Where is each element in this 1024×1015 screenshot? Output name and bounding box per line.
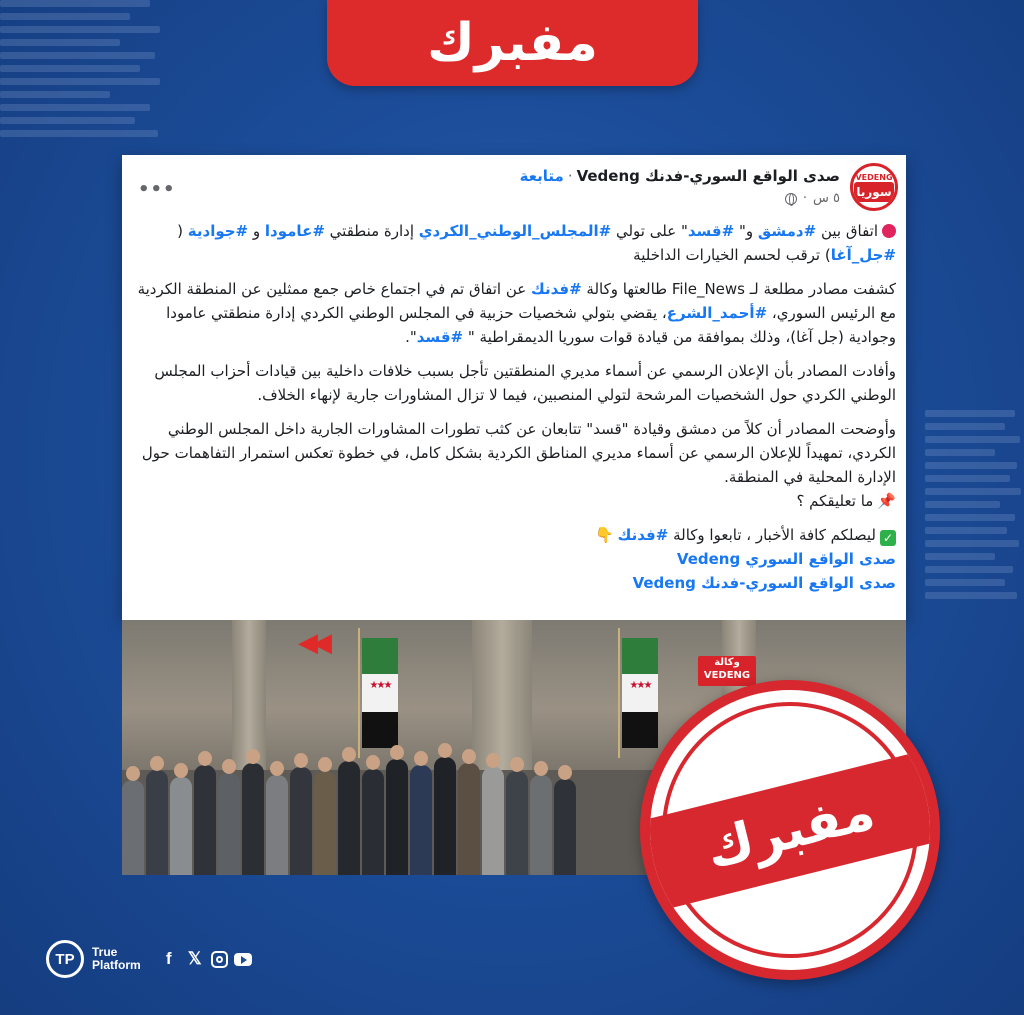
text-fragment: ) ترقب لحسم الخيارات الداخلية (633, 246, 831, 264)
true-platform-branding (46, 940, 252, 978)
page-link-2[interactable]: صدى الواقع السوري-فدنك Vedeng (632, 574, 896, 592)
syrian-flag-right: ★★★ (622, 638, 658, 748)
hashtag-amouda[interactable]: #عامودا (264, 222, 325, 240)
social-icons (159, 949, 252, 969)
hashtag-fadnak[interactable]: #فدنك (531, 280, 582, 298)
page-name-line (520, 167, 840, 185)
brand-name (92, 946, 141, 972)
x-icon[interactable]: 𝕏 (187, 949, 202, 968)
more-options-icon[interactable]: ••• (138, 179, 176, 200)
post-paragraph-2 (132, 277, 896, 349)
hashtag-damascus[interactable]: #دمشق (757, 222, 817, 240)
text-fragment: " على تولي (611, 222, 688, 240)
page-name[interactable]: صدى الواقع السوري-فدنك Vedeng (576, 167, 840, 185)
hashtag-jal-agha[interactable]: #جل_آغا (830, 246, 896, 264)
post-time[interactable]: ٥ س (813, 191, 840, 206)
avatar-main-text: سوريا (854, 182, 894, 202)
red-circle-icon (882, 224, 896, 238)
question-text: ما تعليقكم ؟ (796, 492, 874, 510)
facebook-post-card (122, 155, 906, 620)
follow-button[interactable]: متابعة (519, 167, 564, 185)
background-decoration-left (0, 0, 170, 143)
page-link-1[interactable]: صدى الواقع السوري Vedeng (676, 550, 896, 568)
background-decoration-right (925, 410, 1024, 605)
post-meta (785, 191, 840, 206)
instagram-icon[interactable] (211, 951, 228, 968)
text-fragment: عن اتفاق تم في اجتماع خاص جمع ممثلين عن المنطقة الكردية مع الرئيس السوري، (137, 280, 896, 322)
post-header (130, 163, 898, 213)
post-paragraph-3: وأفادت المصادر بأن الإعلان الرسمي عن أسماء مديري المنطقتين تأجل بسبب خلافات داخلية بين قيادات أحزاب المجلس الوطني الكردي حول الشخصيات المرشحة لتولي المنصبين، فيما لا تزال المشاورات جارية لإنهاء الخلاف. (154, 362, 896, 404)
hashtag-knc[interactable]: #المجلس_الوطني_الكردي (418, 222, 612, 240)
text-fragment: و (248, 222, 265, 240)
true-platform-logo: TP (46, 940, 84, 978)
check-mark-icon: ✓ (880, 530, 896, 546)
separator-dot: · (567, 167, 573, 185)
hall-pillar (472, 620, 532, 780)
avatar-top-text: VEDENG (855, 172, 893, 182)
post-question (132, 489, 896, 513)
logo-line-2: VEDENG (703, 670, 751, 681)
globe-icon (785, 193, 797, 205)
text-fragment: اتفاق بين (816, 222, 878, 240)
youtube-icon[interactable] (234, 953, 252, 966)
hashtag-ahmad-alsharaa[interactable]: #أحمد_الشرع (666, 304, 768, 322)
text-fragment: ليصلكم كافة الأخبار ، تابعوا وكالة (668, 526, 876, 544)
text-fragment: إدارة منطقتي (324, 222, 419, 240)
post-paragraph-1 (132, 219, 896, 267)
text-fragment: ( (177, 222, 188, 240)
syrian-flag-left: ★★★ (362, 638, 398, 748)
hashtag-fadnak-2[interactable]: #فدنك (617, 526, 669, 544)
banner-label: مفبرك (427, 13, 598, 73)
pointing-down-icon: 👇 (594, 526, 614, 544)
facebook-icon[interactable]: f (165, 949, 172, 968)
text-fragment: ، يقضي بتولي شخصيات حزبية في المجلس الوطني الكردي إدارة منطقتي عامودا وجوادية (جل آغا)، وذلك بموافقة من قيادة قوات سوريا الديمقراطية " (166, 304, 896, 346)
red-arrows-icon: ◀◀ (298, 628, 326, 658)
text-fragment: كشفت مصادر مطلعة لـ File_News طالعتها وكالة (581, 280, 896, 298)
post-body (132, 219, 896, 595)
brand-name-line-2: Platform (92, 958, 141, 972)
post-paragraph-4: وأوضحت المصادر أن كلاً من دمشق وقيادة "قسد" تتابعان عن كثب تطورات المشاورات الجارية داخل المجلس الوطني الكردي، تمهيداً للإعلان الرسمي عن أسماء مديري المناطق الكردية بشكل كامل، في خطوة تعكس استمرار التفاهمات حول الإدارة المحلية في المنطقة. (141, 420, 896, 486)
pushpin-icon: 📌 (877, 492, 896, 510)
text-fragment: ". (405, 328, 417, 346)
hashtag-qasad[interactable]: #قسد (687, 222, 735, 240)
fabricated-banner (327, 0, 698, 86)
hashtag-jawadiya[interactable]: #جوادية (187, 222, 249, 240)
post-follow-line (132, 523, 896, 547)
page-avatar[interactable] (850, 163, 898, 211)
stamp-label: مفبرك (700, 781, 881, 881)
vedeng-watermark-logo (698, 656, 756, 686)
brand-name-line-1: True (92, 945, 118, 959)
logo-line-1: وكالة (714, 657, 740, 668)
text-fragment: و" (734, 222, 758, 240)
separator-dot-meta: · (802, 191, 807, 206)
hashtag-qasad-2[interactable]: #قسد (416, 328, 464, 346)
